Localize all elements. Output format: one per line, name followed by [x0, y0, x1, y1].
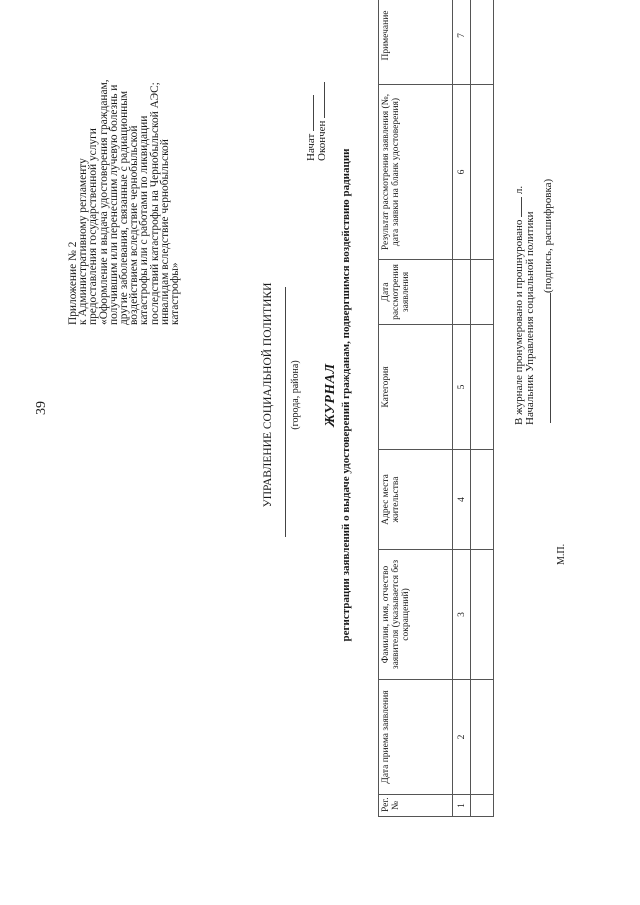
table-header-row: [379, 0, 453, 817]
col-header-receipt-date: Дата приема заявления: [379, 680, 453, 795]
col-header-note: Примечание: [379, 0, 453, 85]
appendix-line: последствий катастрофы на Чернобыльской АЭС;: [148, 82, 161, 325]
col-header-reg-number: Рег. №: [379, 795, 453, 817]
table-row: [471, 0, 494, 817]
numbered-suffix: л.: [513, 185, 525, 195]
table-number-row: [453, 0, 471, 817]
appendix-line: инвалидам вследствие чернобыльской: [158, 139, 171, 325]
footer-note: [512, 186, 536, 425]
ended-blank: [315, 82, 325, 118]
col-number: 1: [453, 795, 471, 817]
col-header-review-result: Результат рассмотрения заявления (№, дата заявки на бланк удостоверения): [379, 85, 453, 260]
numbered-text: В журнале пронумеровано и прошнуровано: [513, 219, 525, 425]
col-number: 2: [453, 680, 471, 795]
appendix-line: к Административному регламенту: [77, 158, 90, 325]
col-number: 3: [453, 550, 471, 680]
col-number: 6: [453, 85, 471, 260]
col-header-applicant-name: Фамилия, имя, отчество заявителя (указывается без сокращений): [379, 550, 453, 680]
appendix-line: Приложение № 2: [67, 241, 79, 325]
started-label: Начат: [305, 133, 317, 161]
col-header-address: Адрес места жительства: [379, 450, 453, 550]
appendix-line: воздействием вследствие чернобыльской: [128, 125, 141, 325]
appendix-block: [68, 10, 180, 325]
appendix-line: «Оформление и выдача удостоверения гражданам,: [97, 79, 110, 325]
registration-table: [378, 0, 494, 817]
col-number: 7: [453, 0, 471, 85]
head-title: Начальник Управления социальной политики: [524, 211, 536, 425]
department-title: УПРАВЛЕНИЕ СОЦИАЛЬНОЙ ПОЛИТИКИ: [262, 282, 274, 508]
stamp-placeholder: М.П.: [556, 543, 567, 565]
appendix-line: предоставления государственной услуги: [87, 128, 100, 325]
col-number: 4: [453, 450, 471, 550]
appendix-line: катастрофы или с работами по ликвидации: [138, 115, 151, 325]
signature-blank-line: [550, 293, 551, 423]
journal-title: ЖУРНАЛ: [323, 363, 338, 427]
appendix-line: другие заболевания, связанные с радиационным: [118, 90, 131, 325]
started-blank: [304, 95, 314, 131]
appendix-line: катастрофы»: [169, 262, 182, 325]
department-subtitle: (города, района): [290, 360, 301, 430]
page-number: 39: [34, 401, 49, 415]
signature-caption: (подпись, расшифровка): [542, 178, 554, 293]
col-number: [453, 260, 471, 325]
ended-field: [315, 82, 328, 161]
journal-subtitle: регистрации заявлений о выдаче удостоверений гражданам, подвергшимся воздействию радиации: [340, 148, 352, 642]
col-header-category: Категория: [379, 325, 453, 450]
appendix-line: получившим или перенесшим лучевую болезнь и: [107, 84, 120, 325]
col-number: 5: [453, 325, 471, 450]
col-header-review-date: Дата рассмотрения заявления: [379, 260, 453, 325]
ended-label: Окончен: [316, 120, 328, 161]
department-blank-line: [285, 287, 286, 537]
pages-blank: [512, 197, 522, 217]
